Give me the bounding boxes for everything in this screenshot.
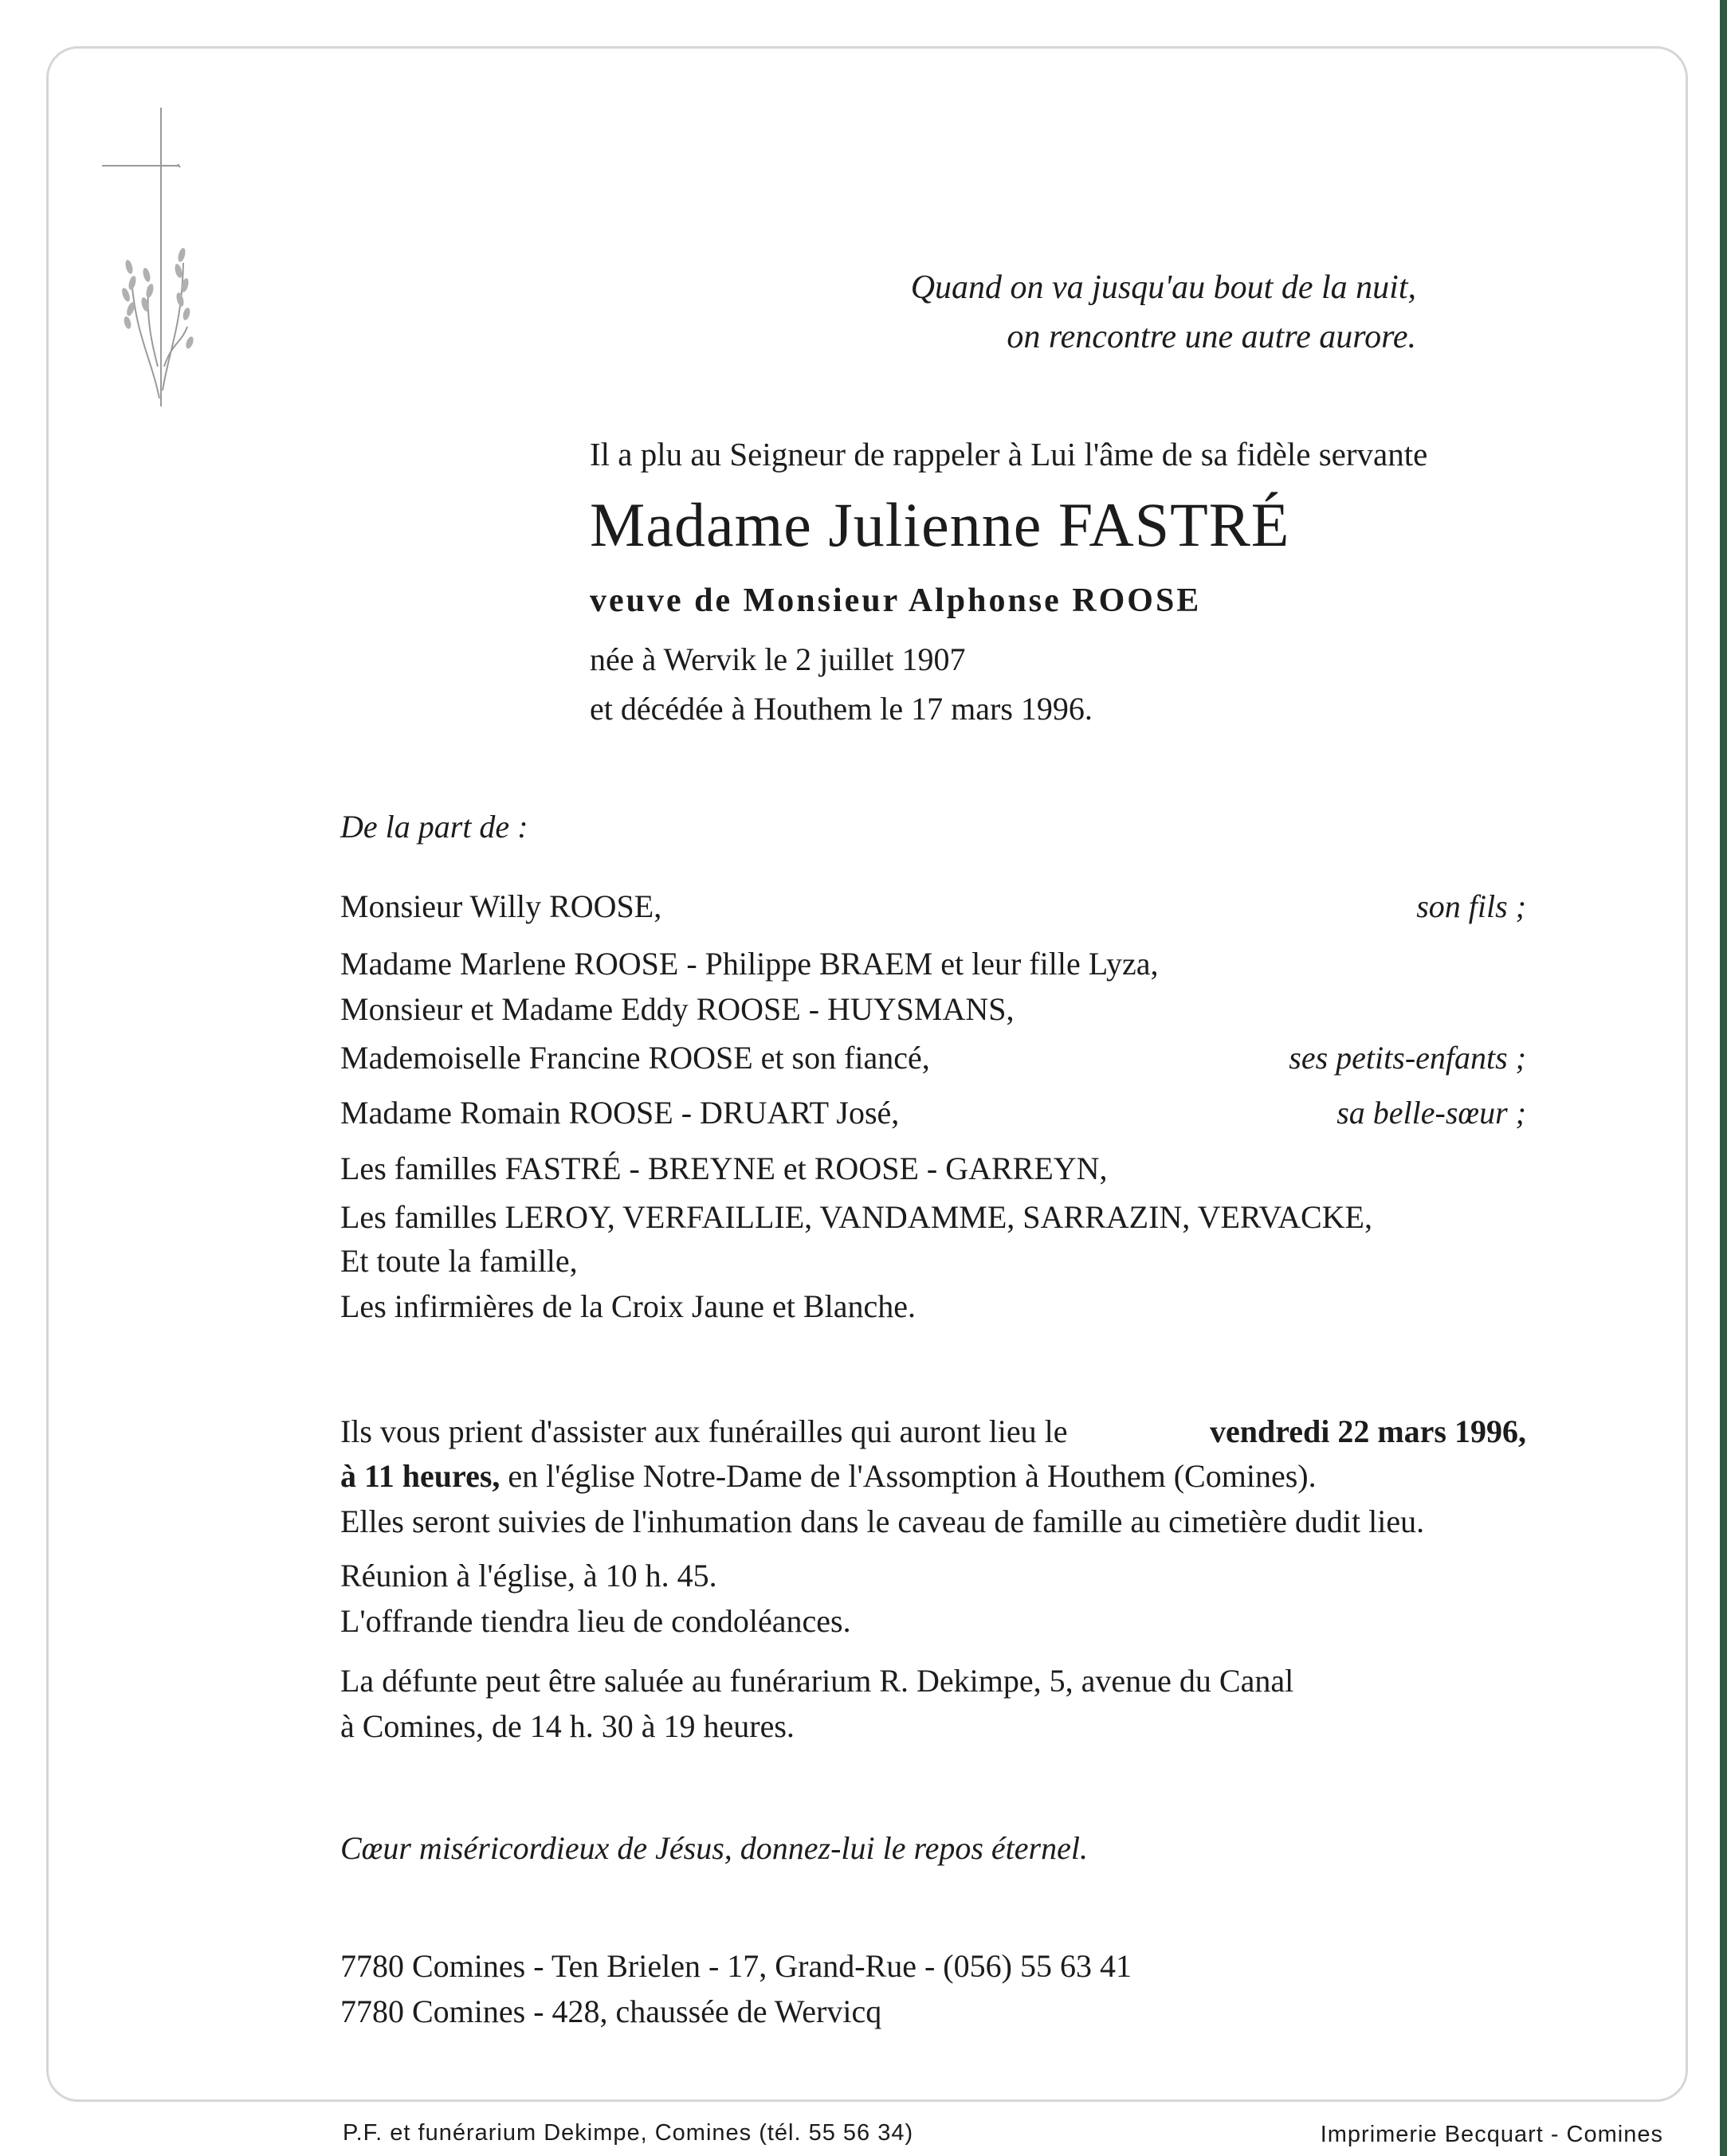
offering-note: L'offrande tiendra lieu de condoléances. [340, 1603, 851, 1639]
family-name: Les familles FASTRÉ - BREYNE et ROOSE - GARREYN, [340, 1151, 1108, 1186]
funeral-time: à 11 heures, [340, 1458, 500, 1494]
prayer: Cœur miséricordieux de Jésus, donnez-lui le repos éternel. [340, 1830, 1088, 1866]
family-line [340, 1153, 1526, 1185]
deceased-name: Madame Julienne FASTRÉ [590, 490, 1290, 559]
family-name: Les familles LEROY, VERFAILLIE, VANDAMME, SARRAZIN, VERVACKE, [340, 1199, 1372, 1235]
family-name: Et toute la famille, [340, 1243, 578, 1279]
epigraph-line-2: on rencontre une autre aurore. [1007, 319, 1416, 355]
family-name: Monsieur et Madame Eddy ROOSE - HUYSMANS, [340, 991, 1015, 1027]
funeral-burial: Elles seront suivies de l'inhumation dans le caveau de famille au cimetière dudit lieu. [340, 1503, 1425, 1539]
footer-printer: Imprimerie Becquart - Comines [1320, 2122, 1663, 2147]
funeral-church: en l'église Notre-Dame de l'Assomption à Houthem (Comines). [500, 1458, 1317, 1494]
family-line [340, 1288, 1526, 1324]
family-relation: son fils ; [1416, 888, 1526, 924]
family-line [340, 888, 1526, 924]
birth-line: née à Wervik le 2 juillet 1907 [590, 641, 966, 677]
family-relation: sa belle-sœur ; [1336, 1095, 1526, 1131]
family-name: Madame Romain ROOSE - DRUART José, [340, 1095, 900, 1131]
meeting-time: Réunion à l'église, à 10 h. 45. [340, 1558, 717, 1593]
family-line [340, 991, 1526, 1027]
intro-text: Il a plu au Seigneur de rappeler à Lui l'âme de sa fidèle servante [590, 436, 1428, 472]
funeral-invite: Ils vous prient d'assister aux funérailles qui auront lieu le [340, 1413, 1068, 1449]
family-line [340, 1097, 1526, 1129]
viewing-line-1: La défunte peut être saluée au funérarium R. Dekimpe, 5, avenue du Canal [340, 1663, 1294, 1699]
family-name: Mademoiselle Francine ROOSE et son fiancé, [340, 1040, 930, 1076]
family-name: Les infirmières de la Croix Jaune et Blanche. [340, 1288, 916, 1324]
family-line [340, 1201, 1526, 1233]
family-line [340, 1042, 1526, 1074]
family-heading: De la part de : [340, 809, 528, 845]
family-name: Madame Marlene ROOSE - Philippe BRAEM et leur fille Lyza, [340, 946, 1159, 982]
cross-with-wheat-icon [96, 104, 231, 422]
death-line: et décédée à Houthem le 17 mars 1996. [590, 691, 1093, 727]
funeral-line-1 [340, 1413, 1526, 1449]
family-relation: ses petits-enfants ; [1289, 1040, 1526, 1076]
page-edge [1720, 0, 1727, 2156]
funeral-line-2 [340, 1460, 1317, 1492]
family-line [340, 1245, 1526, 1277]
epigraph-line-1: Quand on va jusqu'au bout de la nuit, [910, 269, 1416, 306]
family-line [340, 948, 1526, 980]
address-line-2: 7780 Comines - 428, chaussée de Wervicq [340, 1993, 882, 2029]
viewing-line-2: à Comines, de 14 h. 30 à 19 heures. [340, 1708, 795, 1744]
family-name: Monsieur Willy ROOSE, [340, 888, 662, 924]
footer-funeral-home: P.F. et funérarium Dekimpe, Comines (tél. 55 56 34) [343, 2120, 914, 2146]
funeral-date: vendredi 22 mars 1996, [1209, 1413, 1526, 1449]
address-line-1: 7780 Comines - Ten Brielen - 17, Grand-Rue - (056) 55 63 41 [340, 1948, 1132, 1984]
widow-of: veuve de Monsieur Alphonse ROOSE [590, 582, 1202, 619]
